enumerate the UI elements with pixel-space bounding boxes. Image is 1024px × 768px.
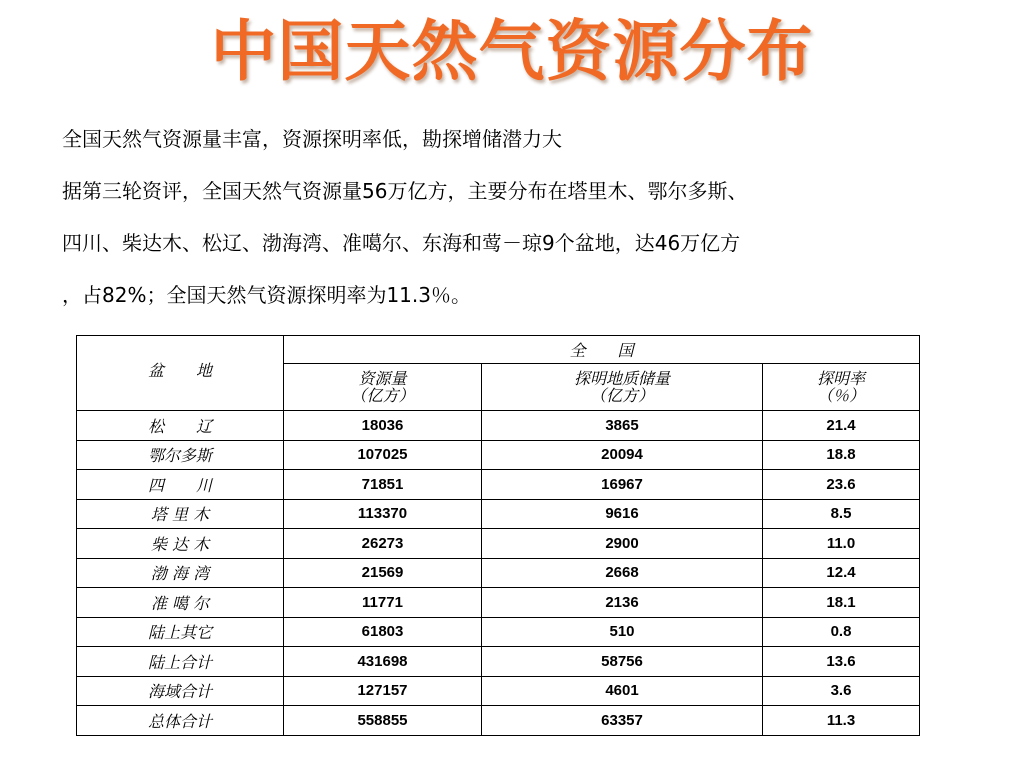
resource-column-label: 资源量 xyxy=(358,369,407,388)
resource-column-unit: （亿方） xyxy=(350,386,415,405)
resource-column-header xyxy=(284,364,482,411)
basin-name-cell: 陆上其它 xyxy=(77,617,284,647)
reserve-column-label: 探明地质储量 xyxy=(573,369,670,388)
resource-cell: 11771 xyxy=(284,588,482,618)
resource-cell: 71851 xyxy=(284,470,482,500)
national-group-header: 全 国 xyxy=(284,336,920,364)
table-row xyxy=(77,647,920,677)
reserve-cell: 4601 xyxy=(482,676,763,706)
resource-cell: 127157 xyxy=(284,676,482,706)
intro-text xyxy=(62,122,962,330)
basin-name-cell: 渤 海 湾 xyxy=(77,558,284,588)
reserve-cell: 16967 xyxy=(482,470,763,500)
basin-name-cell: 准 噶 尔 xyxy=(77,588,284,618)
basin-name-cell: 松 辽 xyxy=(77,411,284,441)
intro-line: ，占82%；全国天然气资源探明率为11.3％。 xyxy=(62,283,471,307)
table-row xyxy=(77,617,920,647)
reserve-cell: 20094 xyxy=(482,440,763,470)
resource-cell: 61803 xyxy=(284,617,482,647)
rate-cell: 18.8 xyxy=(763,440,920,470)
reserve-cell: 63357 xyxy=(482,706,763,736)
intro-line: 四川、柴达木、松辽、渤海湾、准噶尔、东海和莺－琼9个盆地，达46万亿方 xyxy=(62,231,741,255)
resource-cell: 26273 xyxy=(284,529,482,559)
table-row xyxy=(77,558,920,588)
resource-cell: 431698 xyxy=(284,647,482,677)
rate-cell: 18.1 xyxy=(763,588,920,618)
intro-line: 据第三轮资评，全国天然气资源量56万亿方，主要分布在塔里木、鄂尔多斯、 xyxy=(62,179,748,203)
table-row xyxy=(77,440,920,470)
table-row xyxy=(77,588,920,618)
gas-resource-table xyxy=(76,335,920,736)
rate-cell: 3.6 xyxy=(763,676,920,706)
rate-cell: 12.4 xyxy=(763,558,920,588)
rate-cell: 0.8 xyxy=(763,617,920,647)
rate-cell: 23.6 xyxy=(763,470,920,500)
table-row xyxy=(77,411,920,441)
basin-name-cell: 陆上合计 xyxy=(77,647,284,677)
page-title: 中国天然气资源分布 xyxy=(210,13,814,90)
table-header-row xyxy=(77,336,920,364)
resource-cell: 113370 xyxy=(284,499,482,529)
basin-name-cell: 海域合计 xyxy=(77,676,284,706)
rate-column-unit: （％） xyxy=(816,386,865,405)
reserve-cell: 58756 xyxy=(482,647,763,677)
rate-column-header xyxy=(763,364,920,411)
basin-name-cell: 柴 达 木 xyxy=(77,529,284,559)
reserve-cell: 2136 xyxy=(482,588,763,618)
reserve-cell: 2900 xyxy=(482,529,763,559)
rate-column-label: 探明率 xyxy=(816,369,865,388)
resource-cell: 107025 xyxy=(284,440,482,470)
basin-name-cell: 塔 里 木 xyxy=(77,499,284,529)
intro-line: 全国天然气资源量丰富，资源探明率低，勘探增储潜力大 xyxy=(62,127,562,151)
rate-cell: 8.5 xyxy=(763,499,920,529)
reserve-cell: 3865 xyxy=(482,411,763,441)
table-row xyxy=(77,529,920,559)
basin-column-header: 盆 地 xyxy=(77,336,284,411)
table-row xyxy=(77,470,920,500)
basin-name-cell: 鄂尔多斯 xyxy=(77,440,284,470)
rate-cell: 11.0 xyxy=(763,529,920,559)
reserve-cell: 9616 xyxy=(482,499,763,529)
basin-name-cell: 总体合计 xyxy=(77,706,284,736)
reserve-column-unit: （亿方） xyxy=(589,386,654,405)
reserve-cell: 2668 xyxy=(482,558,763,588)
rate-cell: 21.4 xyxy=(763,411,920,441)
reserve-column-header xyxy=(482,364,763,411)
table-row xyxy=(77,676,920,706)
basin-name-cell: 四 川 xyxy=(77,470,284,500)
resource-cell: 21569 xyxy=(284,558,482,588)
resource-cell: 558855 xyxy=(284,706,482,736)
rate-cell: 13.6 xyxy=(763,647,920,677)
reserve-cell: 510 xyxy=(482,617,763,647)
table-row xyxy=(77,499,920,529)
resource-cell: 18036 xyxy=(284,411,482,441)
rate-cell: 11.3 xyxy=(763,706,920,736)
table-row xyxy=(77,706,920,736)
